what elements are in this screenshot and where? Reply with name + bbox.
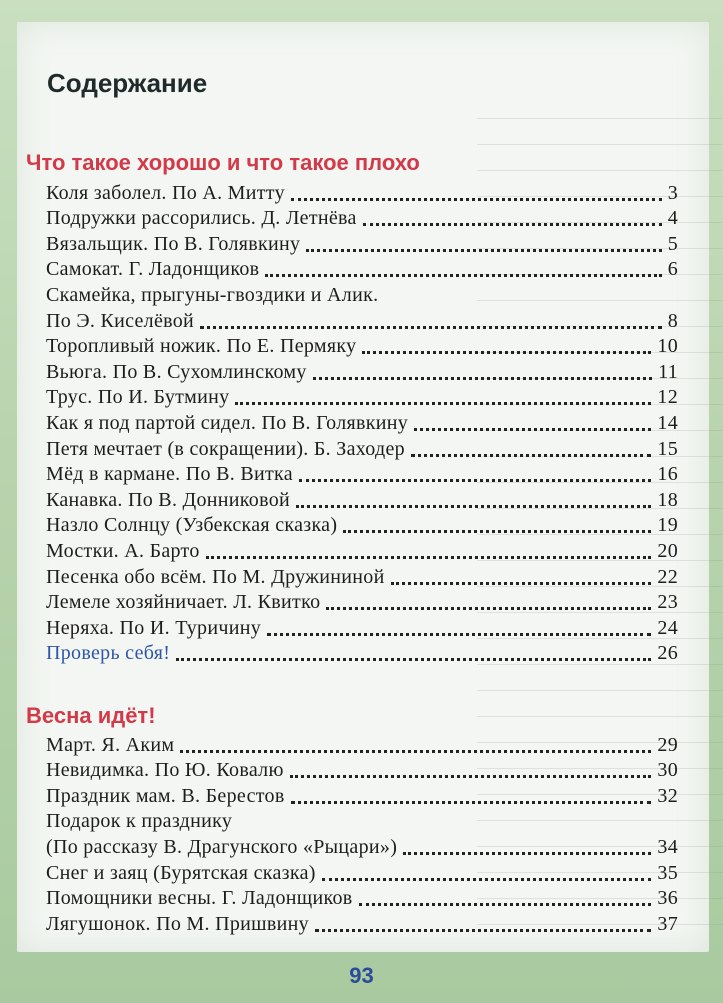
toc-entry[interactable] xyxy=(46,358,678,384)
dot-leader xyxy=(411,454,651,457)
toc-entry[interactable] xyxy=(46,461,678,487)
page-number: 93 xyxy=(349,963,374,988)
toc-entry-title: Скамейка, прыгуны-гвоздики и Алик. xyxy=(46,283,379,306)
toc-entry[interactable] xyxy=(46,859,678,885)
dot-leader xyxy=(363,223,662,226)
toc-entry-title: Март. Я. Аким xyxy=(46,733,175,756)
toc-entry[interactable] xyxy=(46,486,678,512)
toc-entry[interactable] xyxy=(46,537,678,563)
toc-entry-title: (По рассказу В. Драгунского «Рыцари») xyxy=(46,835,398,858)
toc-entry-page: 29 xyxy=(657,733,678,756)
toc-entry[interactable] xyxy=(46,563,678,589)
toc-entry-title: Проверь себя! xyxy=(46,642,171,665)
dot-leader xyxy=(235,402,651,405)
toc-entry[interactable] xyxy=(46,230,678,256)
toc-entry[interactable] xyxy=(46,833,678,859)
toc-entry[interactable] xyxy=(46,435,678,461)
toc-entry-page: 8 xyxy=(667,309,678,332)
toc-entry[interactable] xyxy=(46,333,678,359)
dot-leader xyxy=(313,377,652,380)
toc-entry-title: Назло Солнцу (Узбекская сказка) xyxy=(46,514,338,537)
toc-entry[interactable] xyxy=(46,640,678,666)
section-title: Что такое хорошо и что такое плохо xyxy=(26,150,420,175)
toc-entry[interactable] xyxy=(46,589,678,615)
toc-entry-page: 16 xyxy=(657,463,678,486)
dot-leader xyxy=(299,479,651,482)
toc-entry-page: 18 xyxy=(657,488,678,511)
dot-leader xyxy=(322,878,652,881)
dot-leader xyxy=(206,556,652,559)
toc-entry[interactable] xyxy=(46,205,678,231)
toc-entry-page: 5 xyxy=(667,232,678,255)
dot-leader xyxy=(391,582,652,585)
dot-leader xyxy=(180,750,651,753)
toc-entry-page: 20 xyxy=(657,539,678,562)
dot-leader xyxy=(267,633,651,636)
toc-entry[interactable] xyxy=(46,409,678,435)
toc-entry[interactable] xyxy=(46,281,678,307)
dot-leader xyxy=(403,852,651,855)
dot-leader xyxy=(359,903,652,906)
toc-entry-title: Лягушонок. По М. Пришвину xyxy=(46,912,309,935)
toc-entry[interactable] xyxy=(46,512,678,538)
toc-entry-page: 30 xyxy=(657,759,678,782)
dot-leader xyxy=(291,801,652,804)
toc-entry-title: Трус. По И. Бутмину xyxy=(46,386,230,409)
toc-entry-title: Коля заболел. По А. Митту xyxy=(46,181,285,204)
dot-leader xyxy=(343,530,651,533)
dot-leader xyxy=(290,775,652,778)
dot-leader xyxy=(176,658,651,661)
toc-entry[interactable] xyxy=(46,614,678,640)
dot-leader xyxy=(296,505,651,508)
toc-entry-page: 22 xyxy=(657,565,678,588)
toc-entry-title: Невидимка. По Ю. Ковалю xyxy=(46,759,284,782)
toc-entry[interactable] xyxy=(46,307,678,333)
toc-entry-title: Вьюга. По В. Сухомлинскому xyxy=(46,360,307,383)
toc-entry-title: Вязальщик. По В. Голявкину xyxy=(46,232,301,255)
toc-entry-title: Песенка обо всём. По М. Дружининой xyxy=(46,565,385,588)
toc-entry[interactable] xyxy=(46,910,678,936)
dot-leader xyxy=(306,249,661,252)
toc-entry[interactable] xyxy=(46,179,678,205)
toc-entry[interactable] xyxy=(46,757,678,783)
dot-leader xyxy=(200,326,662,329)
toc-entry-title: Подарок к празднику xyxy=(46,810,233,833)
toc-entry-page: 32 xyxy=(657,784,678,807)
toc-entry-page: 26 xyxy=(657,642,678,665)
toc-entry-page: 14 xyxy=(657,411,678,434)
toc-entry-title: Мёд в кармане. По В. Витка xyxy=(46,463,293,486)
toc-entry-title: Петя мечтает (в сокращении). Б. Заходер xyxy=(46,437,405,460)
toc-entry-title: Мостки. А. Барто xyxy=(46,539,200,562)
section-entries xyxy=(46,731,678,936)
toc-entry-page: 19 xyxy=(657,514,678,537)
toc-title: Содержание xyxy=(47,68,208,98)
toc-entry-page: 24 xyxy=(657,616,678,639)
toc-entry-page: 6 xyxy=(667,258,678,281)
toc-entry-page: 37 xyxy=(657,912,678,935)
dot-leader xyxy=(414,428,651,431)
toc-entry-title: Канавка. По В. Донниковой xyxy=(46,488,291,511)
dot-leader xyxy=(265,274,661,277)
section-entries xyxy=(46,179,678,665)
toc-entry[interactable] xyxy=(46,731,678,757)
toc-entry-page: 11 xyxy=(658,360,678,383)
toc-entry-page: 35 xyxy=(657,861,678,884)
dot-leader xyxy=(362,351,651,354)
toc-entry-title: Снег и заяц (Бурятская сказка) xyxy=(46,861,316,884)
dot-leader xyxy=(326,607,651,610)
toc-entry[interactable] xyxy=(46,782,678,808)
toc-entry-title: Самокат. Г. Ладонщиков xyxy=(46,258,260,281)
dot-leader xyxy=(291,198,662,201)
toc-entry-page: 34 xyxy=(657,835,678,858)
toc-entry-title: Подружки рассорились. Д. Летнёва xyxy=(46,207,357,230)
toc-entry-page: 23 xyxy=(657,591,678,614)
toc-entry-page: 36 xyxy=(657,887,678,910)
toc-entry-title: По Э. Киселёвой xyxy=(46,309,195,332)
dot-leader xyxy=(315,929,651,932)
toc-entry-title: Как я под партой сидел. По В. Голявкину xyxy=(46,411,409,434)
toc-entry-title: Праздник мам. В. Берестов xyxy=(46,784,285,807)
toc-entry-title: Торопливый ножик. По Е. Пермяку xyxy=(46,335,357,358)
toc-entry-page: 15 xyxy=(657,437,678,460)
toc-entry-page: 3 xyxy=(667,181,678,204)
toc-entry[interactable] xyxy=(46,885,678,911)
toc-entry-page: 4 xyxy=(667,207,678,230)
section-title: Весна идёт! xyxy=(26,703,156,728)
toc-entry-title: Неряха. По И. Туричину xyxy=(46,616,262,639)
toc-entry[interactable] xyxy=(46,384,678,410)
toc-entry-title: Помощники весны. Г. Ладонщиков xyxy=(46,887,353,910)
toc-entry[interactable] xyxy=(46,808,678,834)
toc-entry-title: Лемеле хозяйничает. Л. Квитко xyxy=(46,591,321,614)
toc-entry-page: 10 xyxy=(657,335,678,358)
toc-entry[interactable] xyxy=(46,256,678,282)
toc-entry-page: 12 xyxy=(657,386,678,409)
